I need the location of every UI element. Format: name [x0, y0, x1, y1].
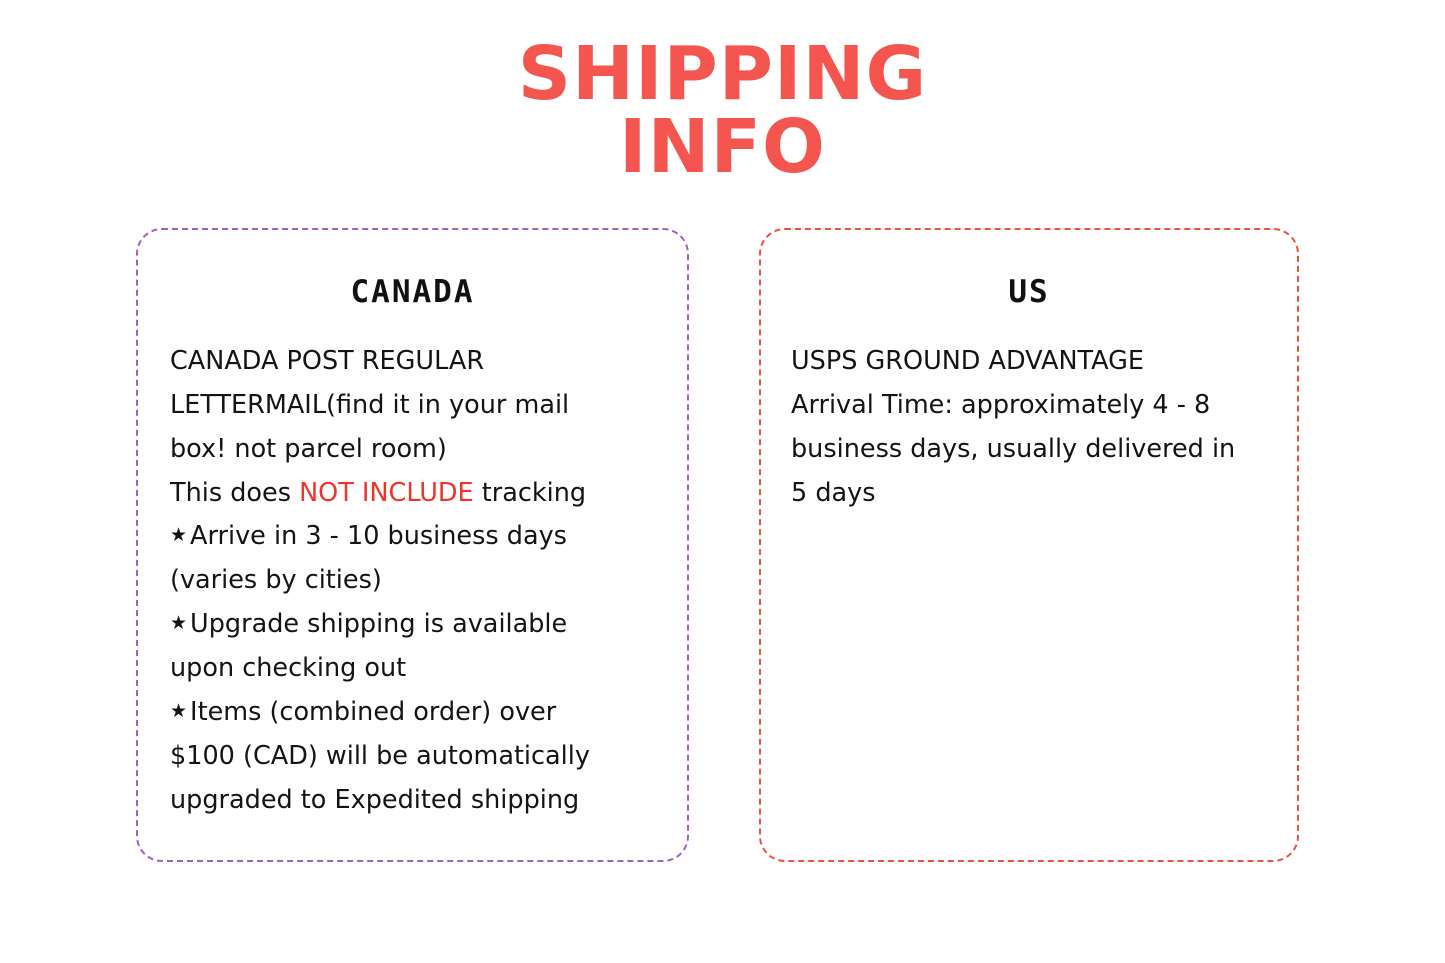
us-line-1: USPS GROUND ADVANTAGE	[791, 346, 1144, 376]
canada-line-8: upon checking out	[170, 653, 407, 684]
us-line-4: 5 days	[791, 477, 876, 508]
canada-line-9-text: Items (combined order) over	[190, 696, 557, 727]
canada-line-5	[170, 515, 659, 559]
canada-line-5-text: Arrive in 3 - 10 business days	[190, 521, 567, 552]
us-shipping-card	[759, 228, 1299, 862]
canada-line-4-highlight: NOT INCLUDE	[299, 477, 474, 508]
canada-line-4	[170, 472, 659, 516]
canada-line-4-suffix: tracking	[473, 477, 587, 508]
star-icon: ★	[170, 612, 188, 635]
canada-line-9	[170, 691, 659, 735]
canada-line-2: LETTERMAIL(find it in your mail	[170, 389, 570, 420]
canada-card-body	[138, 340, 687, 822]
us-card-body	[761, 340, 1297, 515]
page-title	[0, 31, 1445, 190]
page-title-line-2: INFO	[619, 103, 826, 190]
canada-shipping-card	[136, 228, 689, 862]
canada-line-7	[170, 603, 659, 647]
page-title-line-1: SHIPPING	[517, 31, 928, 117]
us-line-2: Arrival Time: approximately 4 - 8	[791, 389, 1211, 420]
canada-line-1: CANADA POST REGULAR	[170, 346, 485, 376]
canada-line-3: box! not parcel room)	[170, 433, 447, 464]
us-card-heading: US	[1008, 274, 1050, 310]
canada-line-4-prefix: This does	[170, 477, 300, 508]
star-icon: ★	[170, 524, 188, 547]
canada-line-7-text: Upgrade shipping is available	[190, 609, 568, 640]
canada-line-6: (varies by cities)	[170, 565, 382, 596]
star-icon: ★	[170, 699, 188, 722]
canada-line-10: $100 (CAD) will be automatically	[170, 740, 590, 771]
canada-line-11: upgraded to Expedited shipping	[170, 784, 580, 815]
us-line-3: business days, usually delivered in	[791, 433, 1236, 464]
canada-card-heading: CANADA	[350, 274, 475, 310]
